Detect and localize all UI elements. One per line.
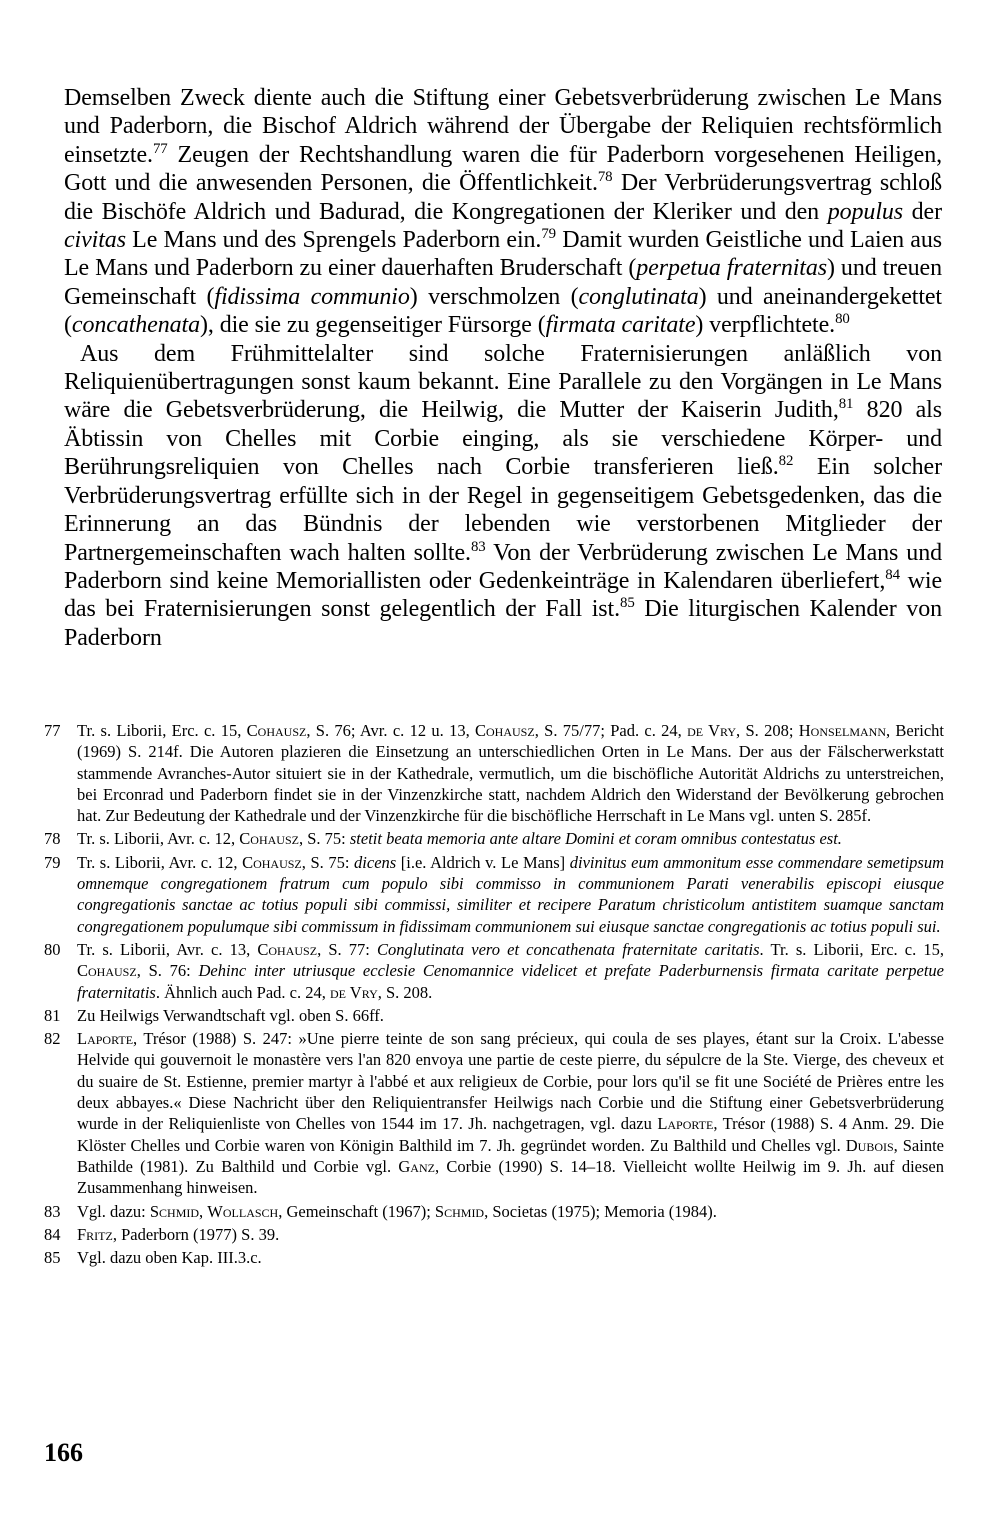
footnote-ref-82: 82 <box>778 453 794 470</box>
footnote-text: Tr. s. Liborii, Avr. c. 12, Cohausz, S. 75: stetit beata memoria ante altare Domini et coram omnibus contestatus est. <box>77 829 842 849</box>
footnote-text: Fritz, Paderborn (1977) S. 39. <box>77 1224 280 1244</box>
footnote-ref-80: 80 <box>835 311 850 328</box>
footnote-text: Zu Heilwigs Verwandtschaft vgl. oben S. 66ff. <box>77 1005 384 1025</box>
footnote-text: Tr. s. Liborii, Erc. c. 15, Cohausz, S. 76; Avr. c. 12 u. 13, Cohausz, S. 75/77; Pad. c. 24, de Vry, S. 208; Honselmann, Bericht (1969) S. 214f. Die Autoren plazieren die Einsetzung an unterschiedlichen Orten in Le Mans. Der aus der Fälscherwerkstatt stammende Avranches-Autor situiert sie in der Kathedrale, vermutlich, um die bischöfliche Autorität Aldrichs zu unterstreichen, bei Erconrad und Paderborn findet sie in der Vinzenzkirche statt, nachdem Aldrich den Widerstand der Bevölkerung gebrochen hat. Zur Bedeutung der Kathedrale und der Vinzenzkirche für die bischöfliche Herrschaft in Le Mans vgl. unten S. 285f. <box>77 721 944 826</box>
footnote-ref-78: 78 <box>597 169 613 185</box>
footnote-text: Laporte, Trésor (1988) S. 247: »Une pierre teinte de son sang précieux, qui coula de ses playes, étant sur la Croix. L'abesse Helvide qui gouvernoit le monastère vers l'an 820 envoya une partie de ceste pierre, du sépulcre de la Ste. Vierge, des cheveux et du suaire de St. Estienne, premier martyr à l'abbé et aux religieux de Corbie, pour lors qu'il se fit une Société de Prières entre les deux abbayes.« Diese Nachricht über den Reliquientransfer Heilwigs nach Corbie und die Stiftung einer Gebetsverbrüderung wurde in der Reliquienliste von Chelles von 1544 im 17. Jh. nachgetragen, vgl. dazu Laporte, Trésor (1988) S. 4 Anm. 29. Die Klöster Chelles und Corbie waren von Königin Balthild im 7. Jh. gegründet worden. Zu Balthild und Chelles vgl. Dubois, Sainte Bathilde (1981). Zu Balthild und Corbie vgl. Ganz, Corbie (1990) S. 14–18. Vielleicht wollte Heilwig im 9. Jh. auf diesen Zusammenhang hinweisen. <box>77 1029 944 1198</box>
footnote-82 <box>44 1028 944 1198</box>
footnote-number: 85 <box>44 1248 61 1268</box>
footnote-83 <box>44 1201 944 1222</box>
footnote-number: 83 <box>44 1201 61 1221</box>
footnote-77 <box>44 720 944 826</box>
footnote-85 <box>44 1247 944 1268</box>
footnotes <box>44 720 944 1270</box>
footnote-number: 78 <box>44 829 61 849</box>
footnote-number: 80 <box>44 939 61 959</box>
paragraph-1: Demselben Zweck diente auch die Stiftung einer Gebetsverbrüderung zwischen Le Mans und Paderborn, die Bischof Aldrich während der Übergabe der Reliquien rechtsförmlich einsetzte.$^{77}$ Zeugen der Rechtshandlung waren die für Paderborn vorgesehenen Heiligen, Gott und die anwesenden Personen, die Öffentlichkeit.$^{78}$ Der Verbrüderungsvertrag schloß die Bischöfe Aldrich und Badurad, die Kongregationen der Kleriker und den populus der civitas Le Mans und des Sprengels Paderborn ein.$^{79}$ Damit wurden Geistliche und Laien aus Le Mans und Paderborn zu einer dauerhaften Bruderschaft (perpetua fraternitas) und treuen Gemeinschaft (fidissima communio) verschmolzen (conglutinata) und aneinandergekettet (concathenata), die sie zu gegenseitiger Fürsorge (firmata caritate) verpflichtete.$^{80}$ <box>64 85 943 339</box>
footnote-79 <box>44 852 944 937</box>
footnote-text: Tr. s. Liborii, Avr. c. 13, Cohausz, S. 77: Conglutinata vero et concathenata fraternitate caritatis. Tr. s. Liborii, Erc. c. 15, Cohausz, S. 76: Dehinc inter utriusque ecclesie Cenomannice videlicet et prefate Paderburnensis firmata caritate perpetue fraternitatis. Ähnlich auch Pad. c. 24, de Vry, S. 208. <box>77 939 945 1002</box>
footnote-81 <box>44 1005 944 1026</box>
paragraph-2: Aus dem Frühmittelalter sind solche Fraternisierungen anläßlich von Reliquienübertragungen sonst kaum bekannt. Eine Parallele zu den Vorgängen in Le Mans wäre die Gebetsverbrüderung, die Heilwig, die Mutter der Kaiserin Judith,$^{81}$ 820 als Äbtissin von Chelles mit Corbie einging, als sie verschiedene Körper- und Berührungsreliquien von Chelles nach Corbie transferieren ließ.$^{82}$ Ein solcher Verbrüderungsvertrag erfüllte sich in der Regel in gegenseitigem Gebetsgedenken, das die Erinnerung an das Bündnis der lebenden wie verstorbenen Mitglieder der Partnergemeinschaften wach halten sollte.$^{83}$ Von der Verbrüderung zwischen Le Mans und Paderborn sind keine Memoriallisten oder Gedenkeinträge in Kalendaren überliefert,$^{84}$ wie das bei Fraternisierungen sonst gelegentlich der Fall ist.$^{85}$ Die liturgischen Kalender von Paderborn <box>64 340 943 651</box>
footnote-ref-77: 77 <box>152 140 168 157</box>
main-text <box>64 84 942 652</box>
footnote-text: Vgl. dazu: Schmid, Wollasch, Gemeinschaft (1967); Schmid, Societas (1975); Memoria (1984). <box>77 1201 717 1221</box>
footnote-number: 81 <box>44 1005 61 1025</box>
footnote-text: Tr. s. Liborii, Avr. c. 12, Cohausz, S. 75: dicens [i.e. Aldrich v. Le Mans] divinitus eum ammonitum esse commendare semetipsum omnemque congregationem fratrum cum populo sibi commisso in communionem Parati venerabilis episcopi eiusque congregationis sanctae ac totius populi sibi commissi, similiter et recipere Paratum christicolum antistitem suamque sanctam congregationem populumque sibi commissum in fidissimam communionem sui eiusque sanctae congregationis ac totius populi sui. <box>77 852 945 936</box>
footnote-ref-81: 81 <box>838 396 854 413</box>
footnote-ref-85: 85 <box>620 595 635 612</box>
footnote-80 <box>44 939 944 1003</box>
page-number: 166 <box>44 1438 83 1467</box>
footnote-84 <box>44 1224 944 1245</box>
footnote-ref-79: 79 <box>541 225 556 242</box>
footnote-number: 84 <box>44 1224 61 1244</box>
footnote-number: 77 <box>44 721 61 740</box>
footnote-number: 82 <box>44 1029 61 1049</box>
footnote-ref-84: 84 <box>885 566 900 583</box>
footnote-number: 79 <box>44 852 61 872</box>
footnote-78 <box>44 828 944 849</box>
footnote-ref-83: 83 <box>470 538 486 555</box>
footnote-text: Vgl. dazu oben Kap. III.3.c. <box>77 1248 262 1268</box>
